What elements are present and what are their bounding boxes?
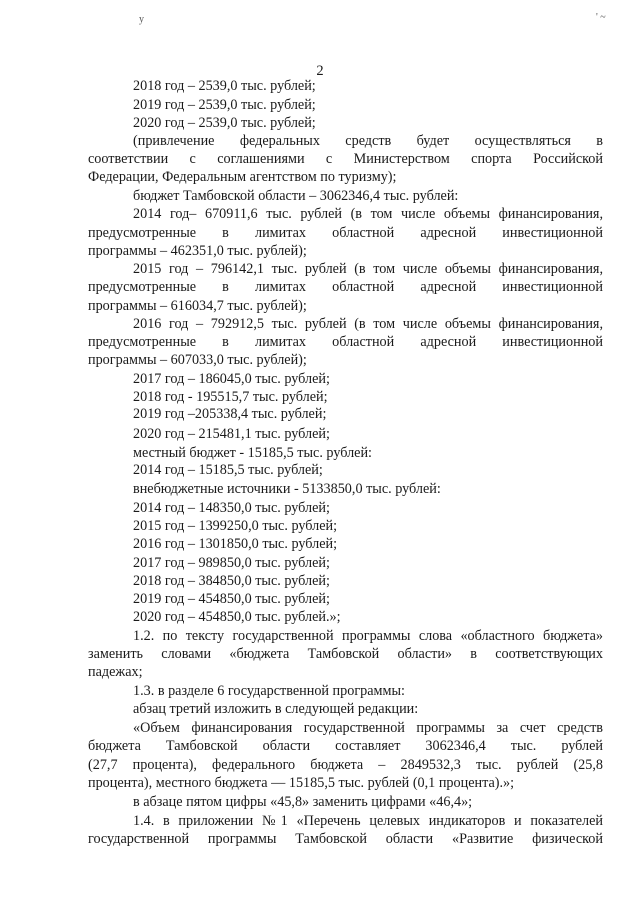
page-number: 2 (316, 63, 324, 79)
text-line: процента), местного бюджета — 15185,5 тыс. рублей (0,1 процента).»; (88, 775, 515, 791)
text-line: 2015 год – 1399250,0 тыс. рублей; (133, 518, 338, 534)
scan-mark-right: ' ~ (596, 12, 606, 23)
text-line: программы – 616034,7 тыс. рублей); (88, 298, 307, 314)
text-line: государственной программы Тамбовской области «Развитие физической (88, 831, 603, 847)
text-line: 1.3. в разделе 6 государственной программы: (133, 683, 405, 699)
text-line: в абзаце пятом цифры «45,8» заменить цифрами «46,4»; (133, 794, 473, 810)
text-line: 2014 год– 670911,6 тыс. рублей (в том числе объемы финансирования, (133, 206, 603, 222)
text-line: соответствии с соглашениями с Министерством спорта Российской (88, 151, 603, 167)
text-line: «Объем финансирования государственной программы за счет средств (133, 720, 603, 736)
text-line: предусмотренные в лимитах областной адресной инвестиционной (88, 279, 603, 295)
text-line: 2020 год – 2539,0 тыс. рублей; (133, 115, 316, 131)
text-line: программы – 607033,0 тыс. рублей); (88, 352, 307, 368)
text-line: бюджета Тамбовской области составляет 3062346,4 тыс. рублей (88, 738, 603, 754)
text-line: 2014 год – 148350,0 тыс. рублей; (133, 500, 330, 516)
text-line: 2018 год – 384850,0 тыс. рублей; (133, 573, 330, 589)
text-line: заменить словами «бюджета Тамбовской области» в соответствующих (88, 646, 603, 662)
text-line: абзац третий изложить в следующей редакции: (133, 701, 419, 717)
text-line: местный бюджет - 15185,5 тыс. рублей: (133, 445, 373, 461)
text-line: 2019 год – 2539,0 тыс. рублей; (133, 97, 316, 113)
text-line: 1.4. в приложении №1 «Перечень целевых индикаторов и показателей (133, 813, 603, 829)
text-line: (привлечение федеральных средств будет осуществляться в (133, 133, 603, 149)
text-line: 2017 год – 186045,0 тыс. рублей; (133, 371, 330, 387)
text-line: 2018 год – 2539,0 тыс. рублей; (133, 78, 316, 94)
text-line: программы – 462351,0 тыс. рублей); (88, 243, 307, 259)
text-line: 2018 год - 195515,7 тыс. рублей; (133, 389, 328, 405)
text-line: 2019 год –205338,4 тыс. рублей; (133, 406, 327, 422)
text-line: 2015 год – 796142,1 тыс. рублей (в том числе объемы финансирования, (133, 261, 603, 277)
text-line: 2016 год – 1301850,0 тыс. рублей; (133, 536, 338, 552)
text-line: 2020 год – 215481,1 тыс. рублей; (133, 426, 330, 442)
text-line: (27,7 процента), федерального бюджета – 2849532,3 тыс. рублей (25,8 (88, 757, 603, 773)
text-line: 2019 год – 454850,0 тыс. рублей; (133, 591, 330, 607)
text-line: падежах; (88, 664, 143, 680)
text-line: Федерации, Федеральным агентством по туризму); (88, 169, 397, 185)
text-line: внебюджетные источники - 5133850,0 тыс. рублей: (133, 481, 441, 497)
text-line: предусмотренные в лимитах областной адресной инвестиционной (88, 225, 603, 241)
text-line: бюджет Тамбовской области – 3062346,4 тыс. рублей: (133, 188, 459, 204)
text-line: 1.2. по тексту государственной программы слова «областного бюджета» (133, 628, 603, 644)
scan-mark-left: у (139, 14, 144, 25)
text-line: 2014 год – 15185,5 тыс. рублей; (133, 462, 323, 478)
text-line: 2016 год – 792912,5 тыс. рублей (в том числе объемы финансирования, (133, 316, 603, 332)
text-line: 2017 год – 989850,0 тыс. рублей; (133, 555, 330, 571)
text-line: предусмотренные в лимитах областной адресной инвестиционной (88, 334, 603, 350)
text-line: 2020 год – 454850,0 тыс. рублей.»; (133, 609, 341, 625)
